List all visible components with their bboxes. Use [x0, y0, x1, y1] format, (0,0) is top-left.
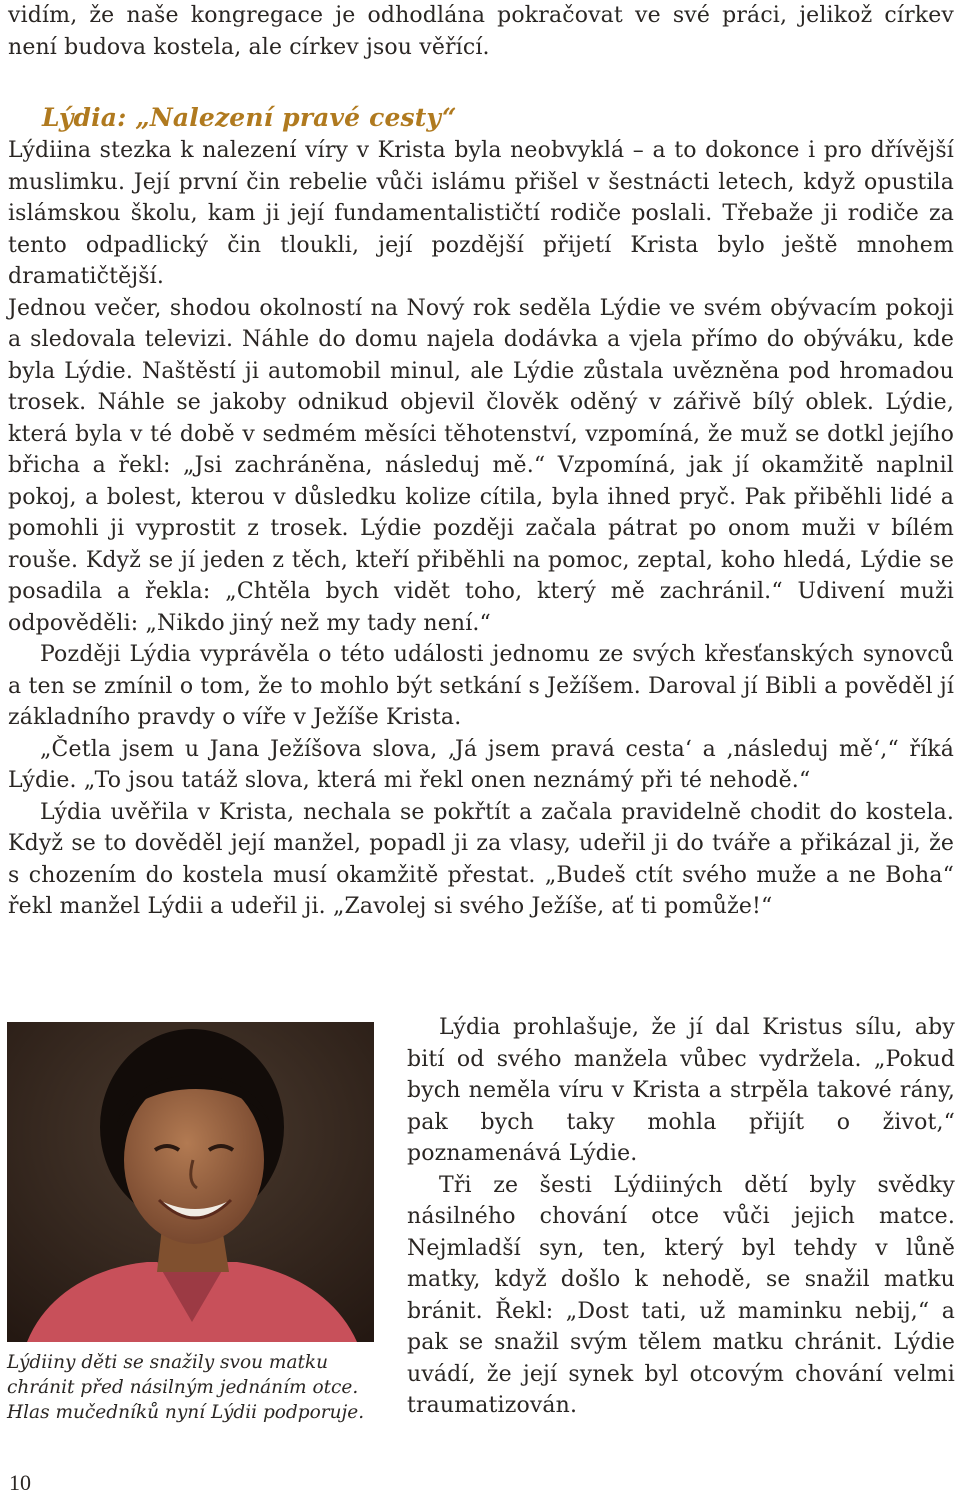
side-text-column: [407, 1012, 955, 1422]
intro-paragraph: vidím, že naše kongregace je odhodlána pokračovat ve své práci, jelikož církev není budova kostela, ale církev jsou věřící.: [8, 3, 954, 60]
side-paragraph-1: Lýdia prohlašuje, že jí dal Kristus sílu, aby bití od svého manžela vůbec vydržela. „Pokud bych neměla víru v Krista a strpěla takové rány, pak bych taky mohla přijít o život,“ poznamenává Lýdie.: [407, 1015, 955, 1166]
section-heading: Lýdia: „Nalezení pravé cesty“: [42, 103, 457, 132]
photo-caption: Lýdiiny děti se snažily svou matku chránit před násilným jednáním otce. Hlas mučedníků nyní Lýdii podporuje.: [7, 1352, 365, 1423]
section-paragraph-1: Lýdiina stezka k nalezení víry v Krista byla neobvyklá – a to dokonce i pro dřívější muslimku. Její první čin rebelie vůči islámu přišel v šestnácti letech, když opustila islámskou školu, kam ji její fundamentalističtí rodiče poslali. Třebaže ji rodiče za tento odpadlický čin tloukli, její pozdější přijetí Krista bylo ještě mnohem dramatičtější.: [8, 138, 954, 289]
portrait-photo: [7, 1022, 374, 1342]
side-paragraph-2: Tři ze šesti Lýdiiných dětí byly svědky násilného chování otce vůči jejich matce. Nejmladší syn, ten, který byl tehdy v lůně matky, když došlo k nehodě, se snažil matku bránit. Řekl: „Dost tati, už maminku nebij,“ a pak se snažil svým tělem matku chránit. Lýdie uvádí, že její synek byl otcovým chování velmi traumatizován.: [407, 1172, 955, 1418]
section-paragraph-4: „Četla jsem u Jana Ježíšova slova, ‚Já jsem pravá cesta‘ a ‚následuj mě‘,“ říká Lýdie. „To jsou tatáž slova, která mi řekl onen neznámý při té nehodě.“: [8, 736, 954, 793]
portrait-illustration: [7, 1022, 374, 1342]
section-paragraph-2: Jednou večer, shodou okolností na Nový rok seděla Lýdie ve svém obývacím pokoji a sledovala televizi. Náhle do domu najela dodávka a vjela přímo do obýváku, kde byla Lýdie. Naštěstí ji automobil minul, ale Lýdie zůstala uvězněna pod hromadou trosek. Náhle se jakoby odnikud objevil člověk oděný v zářivě bílý oblek. Lýdie, která byla v té době v sedmém měsíci těhotenství, vzpomíná, že muž se dotkl jejího břicha a řekl: „Jsi zachráněna, následuj mě.“ Vzpomíná, jak jí okamžitě naplnil pokoj, a bolest, kterou v důsledku kolize cítila, byla ihned pryč. Pak přiběhli lidé a pomohli ji vyprostit z trosek. Lýdie později začala pátrat po onom muži v bílém rouše. Když se jí jeden z těch, kteří přiběhli na pomoc, zeptal, koho hledá, Lýdie se posadila a řekla: „Chtěla bych vidět toho, který mě zachránil.“ Udivení muži odpověděli: „Nikdo jiný než my tady není.“: [8, 295, 954, 636]
main-text-column: [8, 0, 954, 923]
section-paragraph-3: Později Lýdia vyprávěla o této události jednomu ze svých křesťanských synovců a ten se zmínil o tom, že to mohlo být setkání s Ježíšem. Daroval jí Bibli a pověděl jí základního pravdy o víře v Ježíše Krista.: [8, 642, 954, 730]
section-paragraph-5: Lýdia uvěřila v Krista, nechala se pokřtít a začala pravidelně chodit do kostela. Když se to dověděl její manžel, popadl ji za vlasy, udeřil ji do tváře a přikázal ji, že s chozením do kostela musí okamžitě přestat. „Budeš ctít svého muže a ne Boha“ řekl manžel Lýdii a udeřil ji. „Zavolej si svého Ježíše, ať ti pomůže!“: [8, 799, 954, 919]
page-number: 10: [9, 1470, 31, 1495]
